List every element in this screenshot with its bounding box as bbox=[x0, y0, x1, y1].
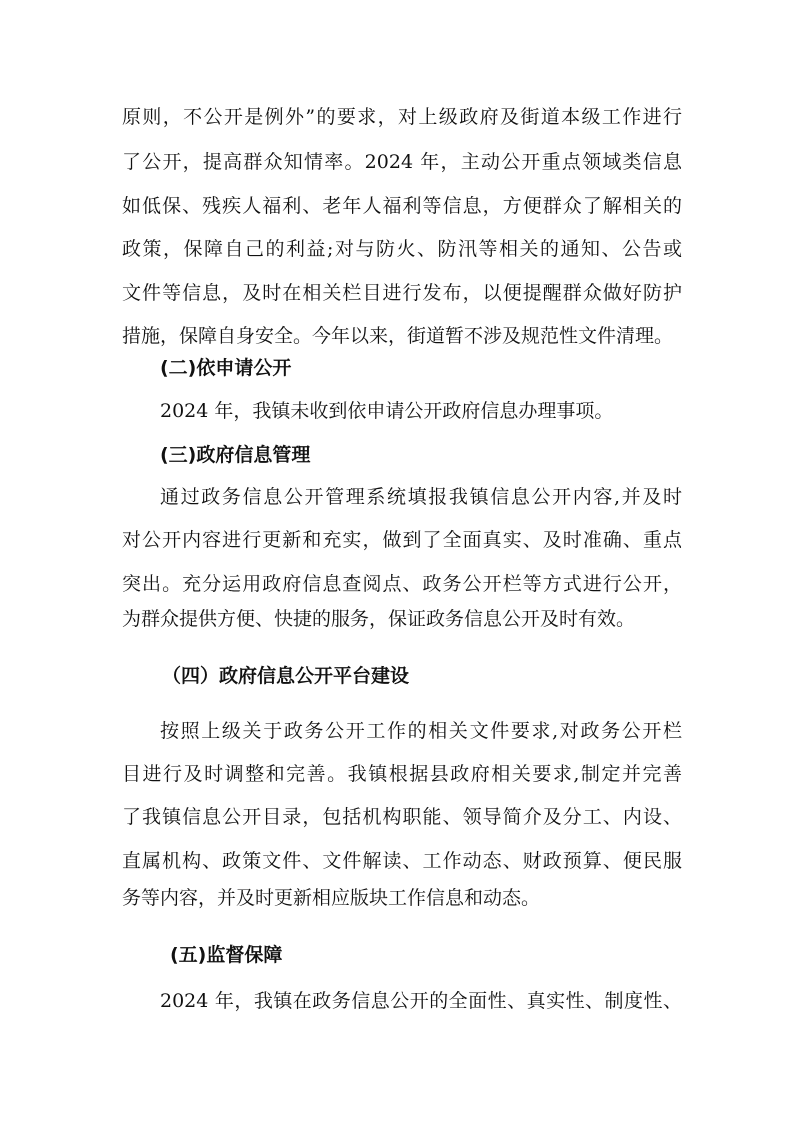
paragraph-line: 政策，保障自己的利益;对与防火、防汛等相关的通知、公告或 bbox=[122, 238, 682, 260]
paragraph-line: 2024 年，我镇在政务信息公开的全面性、真实性、制度性、 bbox=[160, 990, 682, 1012]
paragraph-line: 文件等信息，及时在相关栏目进行发布，以便提醒群众做好防护 bbox=[122, 282, 682, 304]
paragraph-line: 务等内容，并及时更新相应版块工作信息和动态。 bbox=[122, 887, 541, 909]
paragraph-line: 通过政务信息公开管理系统填报我镇信息公开内容,并及时 bbox=[160, 486, 682, 508]
paragraph-line: 措施，保障自身安全。今年以来，街道暂不涉及规范性文件清理。 bbox=[122, 325, 674, 347]
paragraph-line: 对公开内容进行更新和充实，做到了全面真实、及时准确、重点 bbox=[122, 529, 682, 551]
paragraph-line: 了公开，提高群众知情率。2024 年，主动公开重点领域类信息 bbox=[122, 151, 682, 173]
paragraph-line: 2024 年，我镇未收到依申请公开政府信息办理事项。 bbox=[160, 400, 614, 422]
paragraph-line: 按照上级关于政务公开工作的相关文件要求,对政务公开栏 bbox=[160, 720, 682, 742]
section-heading: (三)政府信息管理 bbox=[160, 444, 311, 466]
paragraph-line: 直属机构、政策文件、文件解读、工作动态、财政预算、便民服 bbox=[122, 850, 682, 872]
paragraph-line: 目进行及时调整和完善。我镇根据县政府相关要求,制定并完善 bbox=[122, 763, 682, 785]
section-heading: (五)监督保障 bbox=[170, 944, 283, 966]
section-heading: (二)依申请公开 bbox=[160, 357, 292, 379]
paragraph-line: 突出。充分运用政府信息查阅点、政务公开栏等方式进行公开， bbox=[122, 573, 682, 595]
section-heading: （四）政府信息公开平台建设 bbox=[162, 665, 410, 687]
paragraph-line: 了我镇信息公开目录，包括机构职能、领导简介及分工、内设、 bbox=[122, 806, 682, 828]
paragraph-line: 为群众提供方便、快捷的服务，保证政务信息公开及时有效。 bbox=[122, 608, 636, 630]
paragraph-line: 如低保、残疾人福利、老年人福利等信息，方便群众了解相关的 bbox=[122, 195, 682, 217]
paragraph-line: 原则，不公开是例外”的要求，对上级政府及街道本级工作进行 bbox=[122, 106, 682, 128]
